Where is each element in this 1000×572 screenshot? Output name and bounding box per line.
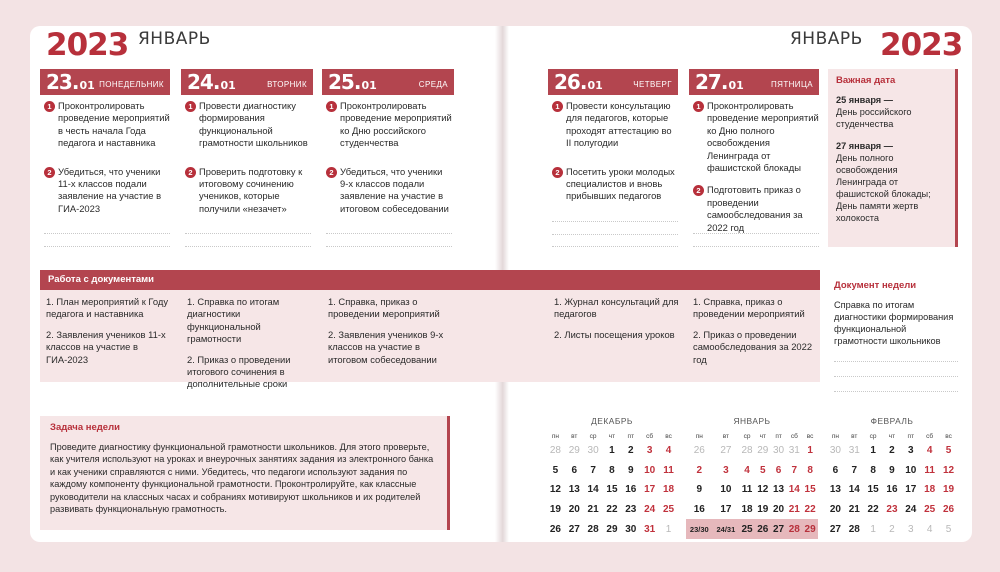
calendar-january: ЯНВАРЬ пн вт ср чт пт сб вс 26 27 28 29 30 31 1 2 3 4 5 6 7 8 9 10 11 12 13 14 15 16 17 18 19 20 21 22 23/30 24/31 25 26 27 28 29	[686, 416, 818, 539]
ruled-lines	[693, 222, 819, 247]
month-left: ЯНВАРЬ	[138, 29, 211, 49]
day-number: 23.	[46, 70, 79, 94]
number-badge: 1	[185, 101, 196, 112]
task-item: 2 Подготовить приказ о проведении самообследования за 2022 год	[693, 184, 819, 234]
day-number: 25.	[328, 70, 361, 94]
documents-column	[187, 296, 313, 399]
task-of-week-text: Проведите диагностику функциональной грамотности школьников. Для этого проверьте, как учителя используют на уроках и внеурочных занятиях задания из электронного банка и как ученики справляются с ними. Убедитесь, что педагоги используют задания по каждому компоненту функциональной грамотности. Проконтролируйте, как классные руководители на классных часах и собраниях мотивируют школьников и их родителей развивать функциональную грамотность.	[50, 442, 434, 515]
task-item: 1 Провести консультацию для педагогов, которые проходят аттестацию во II полугодии	[552, 100, 678, 150]
number-badge: 2	[693, 185, 704, 196]
number-badge: 1	[44, 101, 55, 112]
calendar-month-name: ДЕКАБРЬ	[591, 416, 633, 426]
important-date-item: 27 января — День полного освобождения Ленинграда от фашистской блокады; День памяти жертв холокоста	[836, 141, 931, 223]
document-item: 1. Журнал консультаций для педагогов	[554, 296, 679, 320]
year-right: 2023	[880, 27, 963, 63]
calendar-february: ФЕВРАЛЬ пн вт ср чт пт сб вс 30 31 1 2 3 4 5 6 7 8 9 10 11 12 13 14 15 16 17 18 19 20 21 22 23 24 25 26 27 28 1 2 3 4 5	[826, 416, 958, 539]
task-item: 2 Убедиться, что ученики 9-х классов подали заявление на участие в итоговом собеседовании	[326, 166, 452, 216]
calendar-december: ДЕКАБРЬ пн вт ср чт пт сб вс 28 29 30 1 2 3 4 5 6 7 8 9 10 11 12 13 14 15 16 17 18 19 20 21 22 23 24 25 26 27 28 29 30 31 1	[546, 416, 678, 539]
task-item: 1 Проконтролировать проведение мероприятий в честь начала Года педагога и наставника	[44, 100, 170, 150]
ruled-lines	[552, 210, 678, 247]
weekday-label: ПЯТНИЦА	[771, 80, 813, 89]
important-date-title: Важная дата	[836, 75, 896, 86]
day-number: 26.	[554, 70, 587, 94]
day-header	[40, 69, 170, 95]
number-badge: 2	[44, 167, 55, 178]
day-month: 01	[220, 79, 236, 92]
document-item: 2. Заявления учеников 11-х классов на участие в ГИА-2023	[46, 328, 166, 365]
current-week-day: 29	[802, 519, 818, 539]
current-week-day: 24/31	[713, 519, 740, 539]
weekday-label: ВТОРНИК	[267, 80, 307, 89]
document-item: 2. Приказ о проведении итогового сочинения в дополнительные сроки	[187, 353, 291, 390]
weekday-label: ПОНЕДЕЛЬНИК	[99, 80, 164, 89]
document-of-week	[834, 280, 958, 392]
calendar-month-name: ФЕВРАЛЬ	[870, 416, 914, 426]
ruled-lines	[44, 222, 170, 247]
task-item: 1 Проконтролировать проведение мероприятий ко Дню полного освобождения Ленинграда от фашистской блокады	[693, 100, 819, 174]
current-week-day: 28	[786, 519, 802, 539]
number-badge: 1	[693, 101, 704, 112]
day-number: 27.	[695, 70, 728, 94]
important-date-panel	[828, 69, 958, 247]
number-badge: 2	[326, 167, 337, 178]
document-item: 1. Справка, приказ о проведении мероприятий	[328, 296, 440, 320]
day-number: 24.	[187, 70, 220, 94]
document-item: 2. Заявления учеников 9-х классов на участие в итоговом собеседовании	[328, 328, 444, 365]
documents-column	[693, 296, 819, 374]
important-date-item: 25 января — День российского студенчества	[836, 95, 912, 129]
task-of-week-title: Задача недели	[50, 422, 120, 433]
ruled-lines	[326, 222, 452, 247]
task-item: 2 Проверить подготовку к итоговому сочинению учеников, которые получили «незачет»	[185, 166, 311, 216]
day-header	[181, 69, 313, 95]
documents-header: Работа с документами	[40, 270, 820, 290]
number-badge: 1	[552, 101, 563, 112]
document-item: 1. Справка по итогам диагностики функциональной грамотности	[187, 296, 280, 345]
document-item: 1. План мероприятий к Году педагога и наставника	[46, 296, 169, 320]
current-week-day: 25	[739, 519, 755, 539]
task-item: 2 Посетить уроки молодых специалистов и вновь прибывших педагогов	[552, 166, 678, 203]
day-header	[322, 69, 454, 95]
day-month: 01	[361, 79, 377, 92]
number-badge: 2	[185, 167, 196, 178]
document-item: 2. Листы посещения уроков	[554, 328, 675, 340]
documents-column	[328, 296, 454, 374]
ruled-lines	[185, 222, 311, 247]
month-right: ЯНВАРЬ	[790, 29, 863, 49]
current-week-day: 23/30	[686, 519, 713, 539]
document-item: 1. Справка, приказ о проведении мероприятий	[693, 296, 805, 320]
current-week-day: 27	[771, 519, 787, 539]
number-badge: 1	[326, 101, 337, 112]
calendar-month-name: ЯНВАРЬ	[733, 416, 771, 426]
day-header	[548, 69, 678, 95]
current-week-day: 26	[755, 519, 771, 539]
weekday-label: ЧЕТВЕРГ	[633, 80, 672, 89]
weekday-label: СРЕДА	[418, 80, 448, 89]
documents-column	[554, 296, 680, 349]
document-of-week-text: Справка по итогам диагностики формирования функциональной грамотности школьников	[834, 300, 954, 346]
day-month: 01	[587, 79, 603, 92]
day-header	[689, 69, 819, 95]
day-month: 01	[728, 79, 744, 92]
document-item: 2. Приказ о проведении самообследования за 2022 год	[693, 328, 813, 365]
year-left: 2023	[46, 27, 129, 63]
task-item: 1 Проконтролировать проведение мероприятий ко Дню российского студенчества	[326, 100, 452, 150]
task-item: 2 Убедиться, что ученики 11-х классов подали заявление на участие в ГИА-2023	[44, 166, 170, 216]
task-of-week-panel	[40, 416, 450, 530]
documents-column	[46, 296, 172, 374]
number-badge: 2	[552, 167, 563, 178]
document-of-week-title: Документ недели	[834, 280, 917, 291]
task-item: 1 Провести диагностику формирования функциональной грамотности школьников	[185, 100, 311, 150]
day-month: 01	[79, 79, 95, 92]
